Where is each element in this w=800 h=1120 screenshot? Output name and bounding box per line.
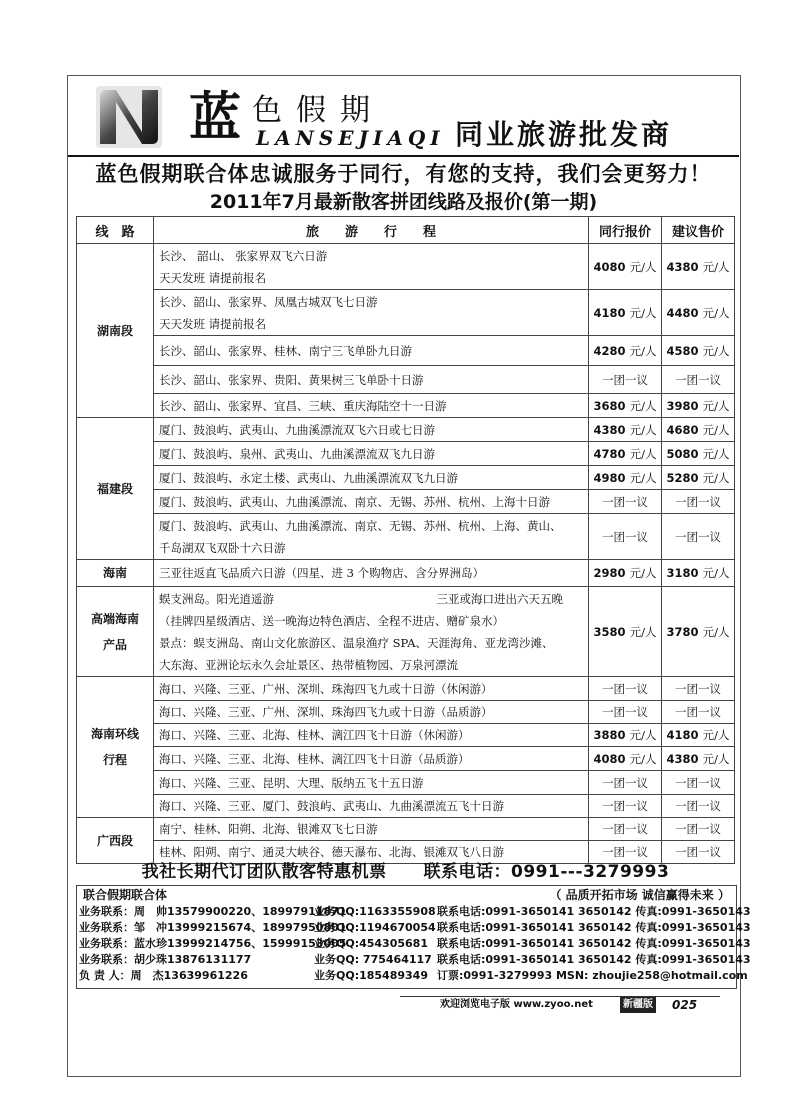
price-unit: 元/人 bbox=[702, 728, 730, 742]
table-header-row bbox=[77, 217, 735, 244]
retail-price-cell: 一团一议 bbox=[662, 841, 735, 864]
peer-price-cell bbox=[589, 336, 662, 366]
brand-sub-text: 色假期 bbox=[252, 93, 384, 128]
page-footer bbox=[400, 996, 720, 1013]
table-row bbox=[77, 795, 735, 818]
price-unit: 元/人 bbox=[629, 343, 657, 358]
itinerary-cell bbox=[154, 514, 589, 560]
retail-price-cell bbox=[662, 336, 735, 366]
region-cell: 广西段 bbox=[77, 818, 154, 864]
retail-price-cell: 一团一议 bbox=[662, 366, 735, 394]
retail-price-cell: 一团一议 bbox=[662, 771, 735, 795]
table-row bbox=[77, 724, 735, 747]
price-value: 5280 bbox=[666, 470, 699, 485]
table-row bbox=[77, 560, 735, 587]
itinerary-line: 长沙、 韶山、 张家界双飞六日游 bbox=[159, 248, 328, 263]
price-value: 4180 bbox=[593, 305, 626, 320]
contact-phone-fax: 联系电话:0991-3650141 3650142 传真:0991-3650143 bbox=[437, 953, 751, 966]
price-unit: 元/人 bbox=[629, 259, 657, 274]
contact-person: 业务联系：蓝水珍13999214756、15999153005 bbox=[79, 937, 347, 950]
itinerary-cell bbox=[154, 724, 589, 747]
table-row bbox=[77, 244, 735, 290]
header-itinerary: 旅 游 行 程 bbox=[154, 217, 589, 244]
table-row bbox=[77, 587, 735, 677]
brand-english: LANSEJIAQI bbox=[256, 126, 445, 150]
price-value: 2980 bbox=[593, 566, 626, 580]
contact-phone-fax: 联系电话:0991-3650141 3650142 传真:0991-3650143 bbox=[437, 937, 751, 950]
peer-price-cell: 一团一议 bbox=[589, 771, 662, 795]
retail-price-cell: 一团一议 bbox=[662, 795, 735, 818]
price-value: 3680 bbox=[593, 398, 626, 413]
contact-qq: 业务QQ:454305681 bbox=[314, 937, 428, 950]
itinerary-line: 大东海、亚洲论坛永久会址景区、热带植物园、万泉河漂流 bbox=[159, 657, 458, 672]
peer-price-cell: 一团一议 bbox=[589, 701, 662, 724]
contact-phone-fax: 订票:0991-3279993 MSN: zhoujie258@hotmail.com bbox=[437, 969, 748, 982]
peer-price-cell bbox=[589, 560, 662, 587]
ticket-text: 我社长期代订团队散客特惠机票 bbox=[141, 862, 387, 882]
table-row bbox=[77, 677, 735, 701]
itinerary-line: 长沙、韶山、张家界、贵阳、黄果树三飞单卧十日游 bbox=[159, 372, 424, 387]
price-unit: 元/人 bbox=[702, 566, 730, 580]
itinerary-line: 桂林、阳朔、南宁、通灵大峡谷、德天瀑布、北海、银滩双飞八日游 bbox=[159, 845, 504, 859]
price-unit: 元/人 bbox=[629, 470, 657, 485]
price-value: 3780 bbox=[666, 624, 699, 639]
itinerary-cell bbox=[154, 795, 589, 818]
itinerary-line: 海口、兴隆、三亚、厦门、鼓浪屿、武夷山、九曲溪漂流五飞十日游 bbox=[159, 799, 504, 813]
retail-price-cell bbox=[662, 418, 735, 442]
retail-price-cell bbox=[662, 244, 735, 290]
region-cell: 高端海南产品 bbox=[77, 587, 154, 677]
price-value: 4180 bbox=[666, 728, 699, 742]
retail-price-cell: 一团一议 bbox=[662, 701, 735, 724]
itinerary-line: 海口、兴隆、三亚、广州、深圳、珠海四飞九或十日游（休闲游） bbox=[159, 681, 493, 696]
price-value: 4280 bbox=[593, 343, 626, 358]
peer-price-cell bbox=[589, 724, 662, 747]
peer-price-cell bbox=[589, 244, 662, 290]
price-unit: 元/人 bbox=[629, 751, 657, 766]
retail-price-cell: 一团一议 bbox=[662, 514, 735, 560]
itinerary-line: 蜈支洲岛。阳光逍遥游 bbox=[159, 591, 274, 606]
price-value: 4580 bbox=[666, 343, 699, 358]
price-unit: 元/人 bbox=[629, 624, 657, 639]
page-subtitle: 2011年7月最新散客拼团线路及报价(第一期) bbox=[209, 191, 598, 213]
itinerary-line: 天天发班 请提前报名 bbox=[159, 270, 267, 285]
ticket-phone-label: 联系电话： bbox=[423, 862, 512, 882]
retail-price-cell bbox=[662, 442, 735, 466]
ticket-banner bbox=[76, 860, 735, 884]
price-unit: 元/人 bbox=[629, 305, 657, 320]
peer-price-cell bbox=[589, 394, 662, 418]
price-unit: 元/人 bbox=[702, 422, 730, 437]
contact-row bbox=[77, 952, 751, 968]
itinerary-cell bbox=[154, 747, 589, 771]
contact-qq: 业务QQ:1163355908 bbox=[314, 905, 436, 918]
price-value: 4380 bbox=[666, 259, 699, 274]
peer-price-cell bbox=[589, 466, 662, 490]
footer-welcome: 欢迎浏览电子版 www.zyoo.net bbox=[440, 999, 593, 1010]
table-row bbox=[77, 747, 735, 771]
itinerary-cell bbox=[154, 701, 589, 724]
itinerary-line: 长沙、韶山、张家界、桂林、南宁三飞单卧九日游 bbox=[159, 343, 412, 358]
brand-main-char: 蓝 bbox=[189, 87, 242, 148]
retail-price-cell bbox=[662, 394, 735, 418]
itinerary-cell bbox=[154, 290, 589, 336]
itinerary-note: 三亚或海口进出六天五晚 bbox=[436, 591, 563, 606]
price-value: 3980 bbox=[666, 398, 699, 413]
itinerary-line: 海口、兴隆、三亚、广州、深圳、珠海四飞九或十日游（品质游） bbox=[159, 705, 493, 719]
page-number: 025 bbox=[672, 998, 698, 1012]
contact-slogan: （ 品质开拓市场 诚信赢得未来 ） bbox=[549, 888, 730, 902]
itinerary-line: 南宁、桂林、阳朔、北海、银滩双飞七日游 bbox=[159, 822, 378, 836]
itinerary-line: 厦门、鼓浪屿、永定土楼、武夷山、九曲溪漂流双飞九日游 bbox=[159, 470, 458, 485]
brand-logo bbox=[96, 86, 162, 148]
contact-person: 业务联系：周 帅13579900220、18997911871 bbox=[79, 905, 347, 918]
table-row bbox=[77, 442, 735, 466]
contact-phone-fax: 联系电话:0991-3650141 3650142 传真:0991-3650143 bbox=[437, 905, 751, 918]
region-cell: 福建段 bbox=[77, 418, 154, 560]
itinerary-line: 厦门、鼓浪屿、武夷山、九曲溪漂流双飞六日或七日游 bbox=[159, 422, 435, 437]
contact-row bbox=[77, 920, 751, 936]
itinerary-line: （挂牌四星级酒店、送一晚海边特色酒店、全程不进店、赠矿泉水） bbox=[159, 613, 504, 628]
contact-qq: 业务QQ:185489349 bbox=[314, 969, 428, 982]
peer-price-cell bbox=[589, 442, 662, 466]
itinerary-line: 长沙、韶山、张家界、凤凰古城双飞七日游 bbox=[159, 294, 378, 309]
region-cell: 湖南段 bbox=[77, 244, 154, 418]
retail-price-cell bbox=[662, 560, 735, 587]
peer-price-cell: 一团一议 bbox=[589, 795, 662, 818]
header-divider bbox=[68, 155, 739, 157]
itinerary-cell bbox=[154, 366, 589, 394]
itinerary-cell bbox=[154, 677, 589, 701]
itinerary-line: 厦门、鼓浪屿、泉州、武夷山、九曲溪漂流双飞九日游 bbox=[159, 446, 435, 461]
peer-price-cell: 一团一议 bbox=[589, 366, 662, 394]
price-value: 4080 bbox=[593, 751, 626, 766]
table-row bbox=[77, 336, 735, 366]
table-row bbox=[77, 466, 735, 490]
contact-row bbox=[77, 904, 751, 920]
price-value: 4080 bbox=[593, 259, 626, 274]
table-row bbox=[77, 490, 735, 514]
peer-price-cell bbox=[589, 587, 662, 677]
ticket-phone: 0991---3279993 bbox=[511, 862, 670, 882]
retail-price-cell bbox=[662, 466, 735, 490]
retail-price-cell: 一团一议 bbox=[662, 677, 735, 701]
price-value: 3180 bbox=[666, 566, 699, 580]
itinerary-line: 厦门、鼓浪屿、武夷山、九曲溪漂流、南京、无锡、苏州、杭州、上海、黄山、 bbox=[159, 518, 562, 533]
itinerary-line: 海口、兴隆、三亚、北海、桂林、漓江四飞十日游（休闲游） bbox=[159, 728, 470, 742]
retail-price-cell: 一团一议 bbox=[662, 818, 735, 841]
price-value: 4980 bbox=[593, 470, 626, 485]
header-retail-price: 建议售价 bbox=[662, 217, 735, 244]
header-region: 线 路 bbox=[77, 217, 154, 244]
retail-price-cell bbox=[662, 747, 735, 771]
price-unit: 元/人 bbox=[702, 470, 730, 485]
price-unit: 元/人 bbox=[629, 446, 657, 461]
footer-edition: 新疆版 bbox=[620, 997, 656, 1013]
itinerary-cell bbox=[154, 442, 589, 466]
table-row bbox=[77, 418, 735, 442]
price-unit: 元/人 bbox=[702, 751, 730, 766]
route-price-table bbox=[76, 216, 735, 864]
peer-price-cell: 一团一议 bbox=[589, 841, 662, 864]
price-unit: 元/人 bbox=[629, 728, 657, 742]
itinerary-line: 景点：蜈支洲岛、南山文化旅游区、温泉渔疗 SPA、天涯海角、亚龙湾沙滩、 bbox=[159, 635, 554, 650]
slogan: 蓝色假期联合体忠诚服务于同行，有您的支持，我们会更努力！ bbox=[95, 162, 712, 186]
price-value: 4680 bbox=[666, 422, 699, 437]
itinerary-cell bbox=[154, 394, 589, 418]
price-unit: 元/人 bbox=[629, 422, 657, 437]
itinerary-line: 三亚往返直飞品质六日游（四星、进 3 个购物店、含分界洲岛） bbox=[159, 566, 485, 580]
itinerary-line: 海口、兴隆、三亚、北海、桂林、漓江四飞十日游（品质游） bbox=[159, 751, 470, 766]
itinerary-line: 长沙、韶山、张家界、宜昌、三峡、重庆海陆空十一日游 bbox=[159, 398, 447, 413]
price-unit: 元/人 bbox=[702, 624, 730, 639]
itinerary-cell bbox=[154, 771, 589, 795]
table-row bbox=[77, 290, 735, 336]
table-row bbox=[77, 514, 735, 560]
table-row bbox=[77, 771, 735, 795]
peer-price-cell: 一团一议 bbox=[589, 514, 662, 560]
peer-price-cell: 一团一议 bbox=[589, 677, 662, 701]
price-unit: 元/人 bbox=[629, 566, 657, 580]
peer-price-cell: 一团一议 bbox=[589, 818, 662, 841]
header-peer-price: 同行报价 bbox=[589, 217, 662, 244]
contact-title: 联合假期联合体 bbox=[83, 888, 168, 902]
contact-person: 业务联系：胡少珠13876131177 bbox=[79, 953, 252, 966]
itinerary-cell bbox=[154, 490, 589, 514]
retail-price-cell: 一团一议 bbox=[662, 490, 735, 514]
price-value: 4380 bbox=[666, 751, 699, 766]
itinerary-line: 海口、兴隆、三亚、昆明、大理、版纳五飞十五日游 bbox=[159, 775, 424, 790]
price-value: 3880 bbox=[593, 728, 626, 742]
itinerary-line: 厦门、鼓浪屿、武夷山、九曲溪漂流、南京、无锡、苏州、杭州、上海十日游 bbox=[159, 494, 550, 509]
price-unit: 元/人 bbox=[702, 259, 730, 274]
price-unit: 元/人 bbox=[629, 398, 657, 413]
price-value: 4380 bbox=[593, 422, 626, 437]
retail-price-cell bbox=[662, 724, 735, 747]
price-unit: 元/人 bbox=[702, 446, 730, 461]
table-row bbox=[77, 818, 735, 841]
itinerary-cell bbox=[154, 818, 589, 841]
table-row bbox=[77, 701, 735, 724]
contact-row bbox=[77, 968, 748, 984]
contact-header bbox=[77, 886, 736, 904]
price-unit: 元/人 bbox=[702, 305, 730, 320]
contact-phone-fax: 联系电话:0991-3650141 3650142 传真:0991-3650143 bbox=[437, 921, 751, 934]
contact-person: 业务联系：邹 冲13999215674、18997950801 bbox=[79, 921, 347, 934]
region-cell: 海南环线行程 bbox=[77, 677, 154, 818]
contact-row bbox=[77, 936, 751, 952]
itinerary-line: 千岛湖双飞双卧十六日游 bbox=[159, 540, 286, 555]
retail-price-cell bbox=[662, 290, 735, 336]
contact-qq: 业务QQ:1194670054 bbox=[314, 921, 436, 934]
price-value: 3580 bbox=[593, 624, 626, 639]
itinerary-cell bbox=[154, 560, 589, 587]
itinerary-cell bbox=[154, 244, 589, 290]
peer-price-cell bbox=[589, 290, 662, 336]
peer-price-cell bbox=[589, 418, 662, 442]
contact-box bbox=[76, 885, 751, 989]
price-unit: 元/人 bbox=[702, 343, 730, 358]
itinerary-cell bbox=[154, 466, 589, 490]
itinerary-line: 天天发班 请提前报名 bbox=[159, 316, 267, 331]
table-row bbox=[77, 366, 735, 394]
price-value: 4480 bbox=[666, 305, 699, 320]
itinerary-cell bbox=[154, 418, 589, 442]
region-cell: 海南 bbox=[77, 560, 154, 587]
brand-tagline: 同业旅游批发商 bbox=[455, 118, 673, 151]
price-value: 5080 bbox=[666, 446, 699, 461]
peer-price-cell: 一团一议 bbox=[589, 490, 662, 514]
retail-price-cell bbox=[662, 587, 735, 677]
table-row bbox=[77, 394, 735, 418]
itinerary-cell bbox=[154, 336, 589, 366]
price-unit: 元/人 bbox=[702, 398, 730, 413]
peer-price-cell bbox=[589, 747, 662, 771]
price-value: 4780 bbox=[593, 446, 626, 461]
itinerary-cell bbox=[154, 587, 589, 677]
contact-person: 负 责 人：周 杰13639961226 bbox=[79, 969, 248, 982]
contact-qq: 业务QQ: 775464117 bbox=[314, 953, 432, 966]
